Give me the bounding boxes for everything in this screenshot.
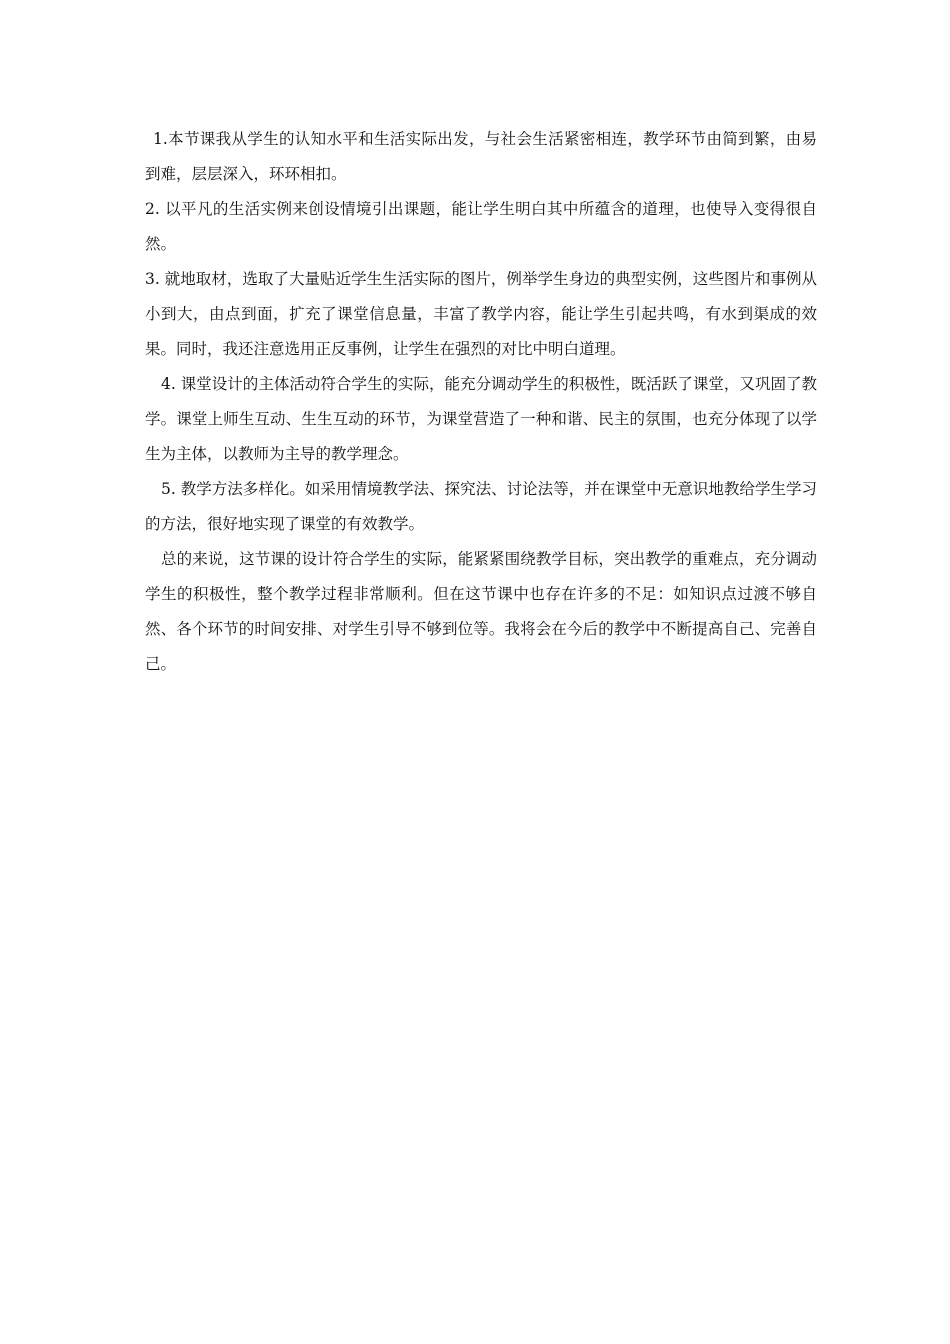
document-body xyxy=(145,122,817,682)
paragraph-2: 2. 以平凡的生活实例来创设情境引出课题，能让学生明白其中所蕴含的道理，也使导入变得很自然。 xyxy=(145,200,817,253)
paragraph-4: 4. 课堂设计的主体活动符合学生的实际，能充分调动学生的积极性，既活跃了课堂，又巩固了教学。课堂上师生互动、生生互动的环节，为课堂营造了一种和谐、民主的氛围，也充分体现了以学生为主体，以教师为主导的教学理念。 xyxy=(145,375,817,463)
paragraph-summary: 总的来说，这节课的设计符合学生的实际，能紧紧围绕教学目标，突出教学的重难点，充分调动学生的积极性，整个教学过程非常顺利。但在这节课中也存在许多的不足：如知识点过渡不够自然、各个环节的时间安排、对学生引导不够到位等。我将会在今后的教学中不断提高自己、完善自己。 xyxy=(145,550,817,673)
paragraph-1: 1.本节课我从学生的认知水平和生活实际出发，与社会生活紧密相连，教学环节由简到繁，由易到难，层层深入，环环相扣。 xyxy=(145,130,817,183)
paragraph-5: 5. 教学方法多样化。如采用情境教学法、探究法、讨论法等，并在课堂中无意识地教给学生学习的方法，很好地实现了课堂的有效教学。 xyxy=(145,480,817,533)
paragraph-3: 3. 就地取材，选取了大量贴近学生生活实际的图片，例举学生身边的典型实例，这些图片和事例从小到大，由点到面，扩充了课堂信息量，丰富了教学内容，能让学生引起共鸣，有水到渠成的效果。同时，我还注意选用正反事例，让学生在强烈的对比中明白道理。 xyxy=(145,270,818,358)
